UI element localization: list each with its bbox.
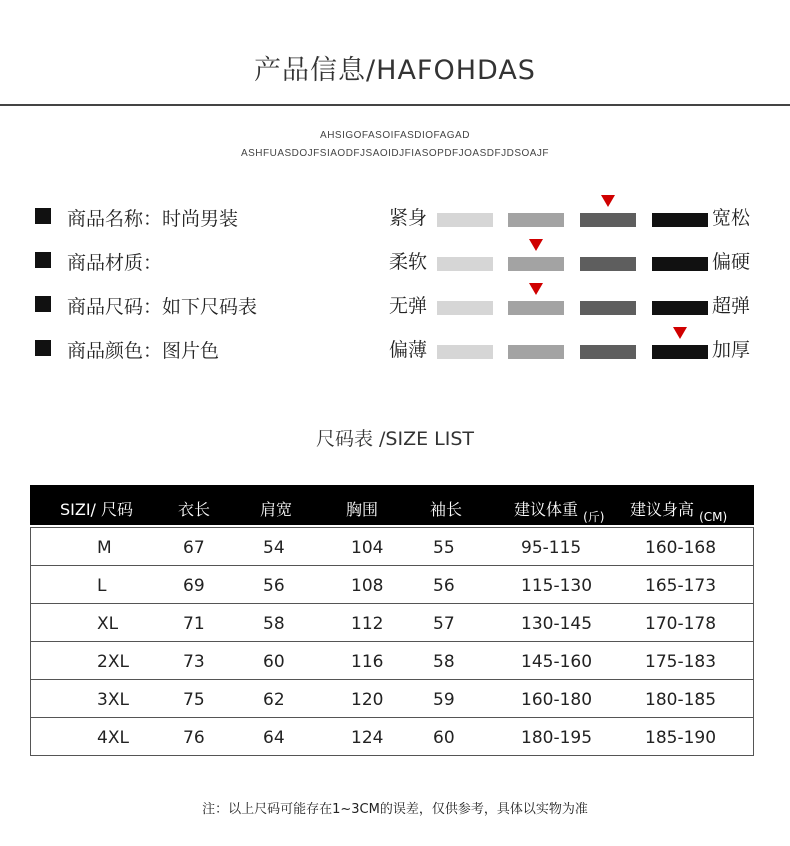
size-table: [30, 485, 754, 756]
scale-segment-thickness-4: [652, 345, 708, 359]
cell-size: XL: [97, 614, 119, 634]
cell-length: 67: [183, 538, 205, 558]
cell-chest: 104: [351, 538, 384, 558]
scale-left-label-stretch: 无弹: [389, 295, 428, 317]
header-height-unit: (CM): [699, 510, 728, 524]
square-bullet-icon: [35, 252, 51, 268]
table-row: [30, 718, 754, 756]
header-chest: 胸围: [346, 500, 379, 519]
info-row-name: [35, 201, 365, 231]
scale-segment-thickness-3: [580, 345, 636, 359]
info-row-material: [35, 245, 365, 275]
cell-shoulder: 54: [263, 538, 285, 558]
size-table-body: [30, 527, 754, 756]
header-sleeve: 袖长: [430, 500, 463, 519]
cell-shoulder: 58: [263, 614, 285, 634]
cell-chest: 120: [351, 690, 384, 710]
size-table-title: 尺码表 /SIZE LIST: [315, 428, 475, 450]
scale-right-label-fit: 宽松: [712, 207, 751, 229]
scale-segment-stretch-3: [580, 301, 636, 315]
cell-length: 75: [183, 690, 205, 710]
subtitle-line-2: ASHFUASDOJFSIAODFJSAOIDJFIASOPDFJOASDFJDSOAJF: [240, 148, 550, 159]
scale-segment-fit-2: [508, 213, 564, 227]
header-size: SIZI/ 尺码: [60, 500, 134, 519]
cell-size: L: [97, 576, 107, 596]
scale-segment-stretch-2: [508, 301, 564, 315]
cell-chest: 112: [351, 614, 384, 634]
scale-right-label-feel: 偏硬: [712, 251, 751, 273]
cell-size: 3XL: [97, 690, 129, 710]
cell-sleeve: 57: [433, 614, 455, 634]
scale-left-label-feel: 柔软: [389, 251, 428, 273]
scale-left-label-fit: 紧身: [389, 207, 428, 229]
header-shoulder: 肩宽: [260, 500, 293, 519]
cell-size: M: [97, 538, 112, 558]
scale-left-label-thickness: 偏薄: [389, 339, 428, 361]
cell-size: 2XL: [97, 652, 129, 672]
cell-length: 73: [183, 652, 205, 672]
scale-segment-stretch-1: [437, 301, 493, 315]
subtitle-line-1: AHSIGOFASOIFASDIOFAGAD: [320, 130, 470, 141]
cell-height: 175-183: [645, 652, 717, 672]
scale-segment-thickness-2: [508, 345, 564, 359]
square-bullet-icon: [35, 296, 51, 312]
scale-marker-feel-icon: [529, 239, 543, 251]
header-height-label: 建议身高: [630, 500, 695, 519]
scale-right-label-thickness: 加厚: [712, 339, 751, 361]
scale-marker-thickness-icon: [673, 327, 687, 339]
size-table-header: [30, 485, 754, 525]
cell-length: 76: [183, 728, 205, 748]
page-title: 产品信息/HAFOHDAS: [254, 55, 536, 86]
scale-segment-feel-4: [652, 257, 708, 271]
square-bullet-icon: [35, 208, 51, 224]
scale-segment-feel-3: [580, 257, 636, 271]
cell-sleeve: 58: [433, 652, 455, 672]
cell-shoulder: 56: [263, 576, 285, 596]
info-row-color: [35, 333, 365, 363]
cell-height: 180-185: [645, 690, 717, 710]
size-note: 注：以上尺码可能存在1~3CM的误差，仅供参考，具体以实物为准: [202, 802, 588, 817]
header-weight-unit: (斤): [583, 510, 605, 524]
cell-size: 4XL: [97, 728, 129, 748]
table-row: [30, 604, 754, 642]
cell-sleeve: 60: [433, 728, 455, 748]
cell-length: 69: [183, 576, 205, 596]
cell-shoulder: 60: [263, 652, 285, 672]
info-label-size: 商品尺码：如下尺码表: [67, 296, 258, 318]
cell-height: 160-168: [645, 538, 717, 558]
header-weight: [514, 497, 605, 524]
cell-weight: 160-180: [521, 690, 593, 710]
cell-height: 185-190: [645, 728, 717, 748]
scale-marker-stretch-icon: [529, 283, 543, 295]
scale-segment-feel-2: [508, 257, 564, 271]
cell-chest: 116: [351, 652, 384, 672]
cell-height: 165-173: [645, 576, 717, 596]
info-label-name: 商品名称：时尚男装: [67, 208, 239, 230]
title-divider: [0, 104, 790, 106]
cell-chest: 108: [351, 576, 384, 596]
scale-marker-fit-icon: [601, 195, 615, 207]
scale-right-label-stretch: 超弹: [712, 295, 751, 317]
table-row: [30, 680, 754, 718]
table-row: [30, 642, 754, 680]
cell-sleeve: 55: [433, 538, 455, 558]
cell-height: 170-178: [645, 614, 717, 634]
scale-segment-feel-1: [437, 257, 493, 271]
info-label-material: 商品材质：: [67, 252, 163, 274]
cell-shoulder: 64: [263, 728, 285, 748]
scale-segment-thickness-1: [437, 345, 493, 359]
info-row-size: [35, 289, 365, 319]
square-bullet-icon: [35, 340, 51, 356]
info-label-color: 商品颜色：图片色: [67, 340, 220, 362]
header-weight-label: 建议体重: [514, 500, 579, 519]
header-height: [630, 497, 728, 524]
cell-weight: 95-115: [521, 538, 582, 558]
cell-weight: 180-195: [521, 728, 593, 748]
cell-weight: 115-130: [521, 576, 593, 596]
cell-length: 71: [183, 614, 205, 634]
scale-segment-stretch-4: [652, 301, 708, 315]
table-row: [30, 566, 754, 604]
cell-sleeve: 56: [433, 576, 455, 596]
scale-segment-fit-1: [437, 213, 493, 227]
cell-shoulder: 62: [263, 690, 285, 710]
cell-weight: 130-145: [521, 614, 593, 634]
cell-sleeve: 59: [433, 690, 455, 710]
scale-segment-fit-4: [652, 213, 708, 227]
cell-chest: 124: [351, 728, 384, 748]
header-length: 衣长: [178, 500, 211, 519]
cell-weight: 145-160: [521, 652, 593, 672]
table-row: [30, 527, 754, 566]
scale-segment-fit-3: [580, 213, 636, 227]
